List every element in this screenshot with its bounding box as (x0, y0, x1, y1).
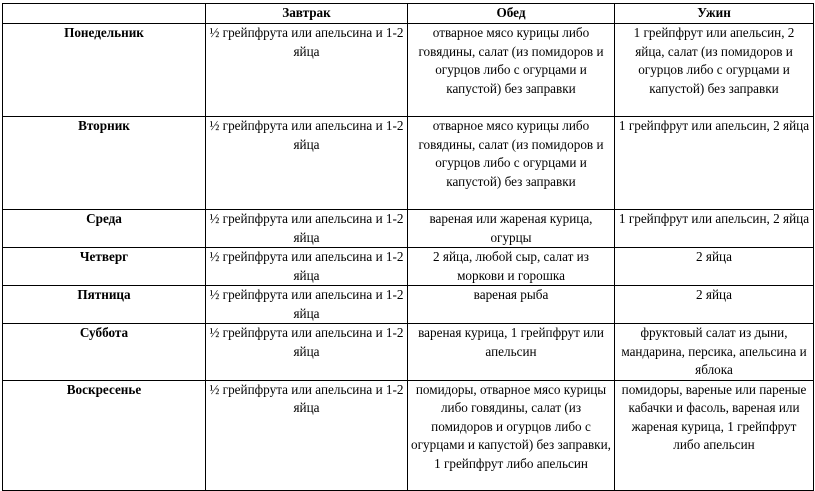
table-row (3, 24, 814, 117)
dinner-cell: 1 грейпфрут или апельсин, 2 яйца (615, 210, 814, 248)
table-header-row (3, 4, 814, 24)
table-row (3, 286, 814, 324)
dinner-cell: 1 грейпфрут или апельсин, 2 яйца (615, 117, 814, 210)
header-breakfast: Завтрак (206, 4, 408, 24)
table-row (3, 117, 814, 210)
dinner-cell: 2 яйца (615, 248, 814, 286)
day-cell: Четверг (3, 248, 206, 286)
dinner-cell: помидоры, вареные или пареные кабачки и фасоль, вареная или жареная курица, 1 грейпфрут либо апельсин (615, 380, 814, 490)
table-row (3, 324, 814, 381)
day-cell: Среда (3, 210, 206, 248)
lunch-cell: отварное мясо курицы либо говядины, салат (из помидоров и огурцов либо с огурцами и капустой) без заправки (408, 24, 615, 117)
lunch-cell: отварное мясо курицы либо говядины, салат (из помидоров и огурцов либо с огурцами и капустой) без заправки (408, 117, 615, 210)
day-cell: Вторник (3, 117, 206, 210)
lunch-cell: вареная рыба (408, 286, 615, 324)
day-cell: Пятница (3, 286, 206, 324)
header-lunch: Обед (408, 4, 615, 24)
breakfast-cell: ½ грейпфрута или апельсина и 1-2 яйца (206, 248, 408, 286)
breakfast-cell: ½ грейпфрута или апельсина и 1-2 яйца (206, 286, 408, 324)
table-row (3, 380, 814, 490)
header-dinner: Ужин (615, 4, 814, 24)
breakfast-cell: ½ грейпфрута или апельсина и 1-2 яйца (206, 324, 408, 381)
diet-menu-table (2, 3, 814, 491)
day-cell: Суббота (3, 324, 206, 381)
lunch-cell: 2 яйца, любой сыр, салат из моркови и горошка (408, 248, 615, 286)
day-cell: Понедельник (3, 24, 206, 117)
table-row (3, 248, 814, 286)
day-cell: Воскресенье (3, 380, 206, 490)
breakfast-cell: ½ грейпфрута или апельсина и 1-2 яйца (206, 380, 408, 490)
dinner-cell: 1 грейпфрут или апельсин, 2 яйца, салат (из помидоров и огурцов либо с огурцами и капустой) без заправки (615, 24, 814, 117)
breakfast-cell: ½ грейпфрута или апельсина и 1-2 яйца (206, 24, 408, 117)
lunch-cell: помидоры, отварное мясо курицы либо говядины, салат (из помидоров и огурцов либо с огурцами и капустой) без заправки, 1 грейпфрут либо апельсин (408, 380, 615, 490)
header-day (3, 4, 206, 24)
lunch-cell: вареная курица, 1 грейпфрут или апельсин (408, 324, 615, 381)
breakfast-cell: ½ грейпфрута или апельсина и 1-2 яйца (206, 210, 408, 248)
lunch-cell: вареная или жареная курица, огурцы (408, 210, 615, 248)
breakfast-cell: ½ грейпфрута или апельсина и 1-2 яйца (206, 117, 408, 210)
dinner-cell: фруктовый салат из дыни, мандарина, персика, апельсина и яблока (615, 324, 814, 381)
table-row (3, 210, 814, 248)
dinner-cell: 2 яйца (615, 286, 814, 324)
